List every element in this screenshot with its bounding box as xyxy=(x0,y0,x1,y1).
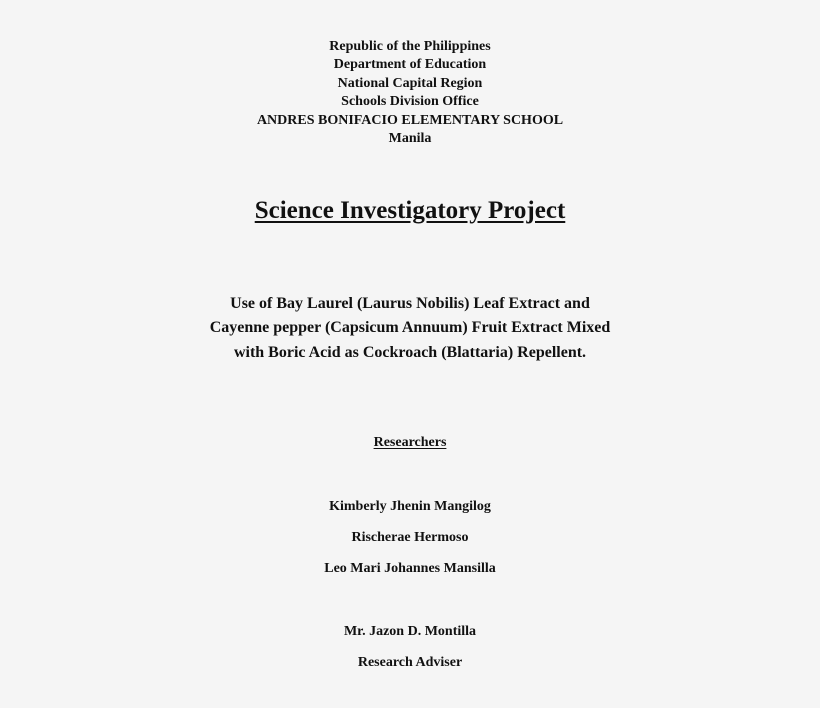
header-department: Department of Education xyxy=(333,57,487,72)
header-country: Republic of the Philippines xyxy=(329,39,491,54)
adviser-role: Research Adviser xyxy=(357,655,463,670)
header-city: Manila xyxy=(388,131,432,146)
topic-line-1: Use of Bay Laurel (Laurus Nobilis) Leaf Extract and xyxy=(230,295,590,312)
researcher-name: Kimberly Jhenin Mangilog xyxy=(329,499,491,514)
topic-line-3: with Boric Acid as Cockroach (Blattaria) Repellent. xyxy=(233,344,587,361)
researchers-heading: Researchers xyxy=(373,435,447,450)
researcher-name: Leo Mari Johannes Mansilla xyxy=(324,561,496,576)
header-school: ANDRES BONIFACIO ELEMENTARY SCHOOL xyxy=(256,113,564,128)
topic-line-2: Cayenne pepper (Capsicum Annuum) Fruit Extract Mixed xyxy=(209,319,611,336)
document-title: Science Investigatory Project xyxy=(254,197,566,224)
adviser-name: Mr. Jazon D. Montilla xyxy=(343,624,477,639)
header-division: Schools Division Office xyxy=(341,94,479,109)
header-region: National Capital Region xyxy=(337,76,483,91)
researcher-name: Rischerae Hermoso xyxy=(351,530,469,545)
